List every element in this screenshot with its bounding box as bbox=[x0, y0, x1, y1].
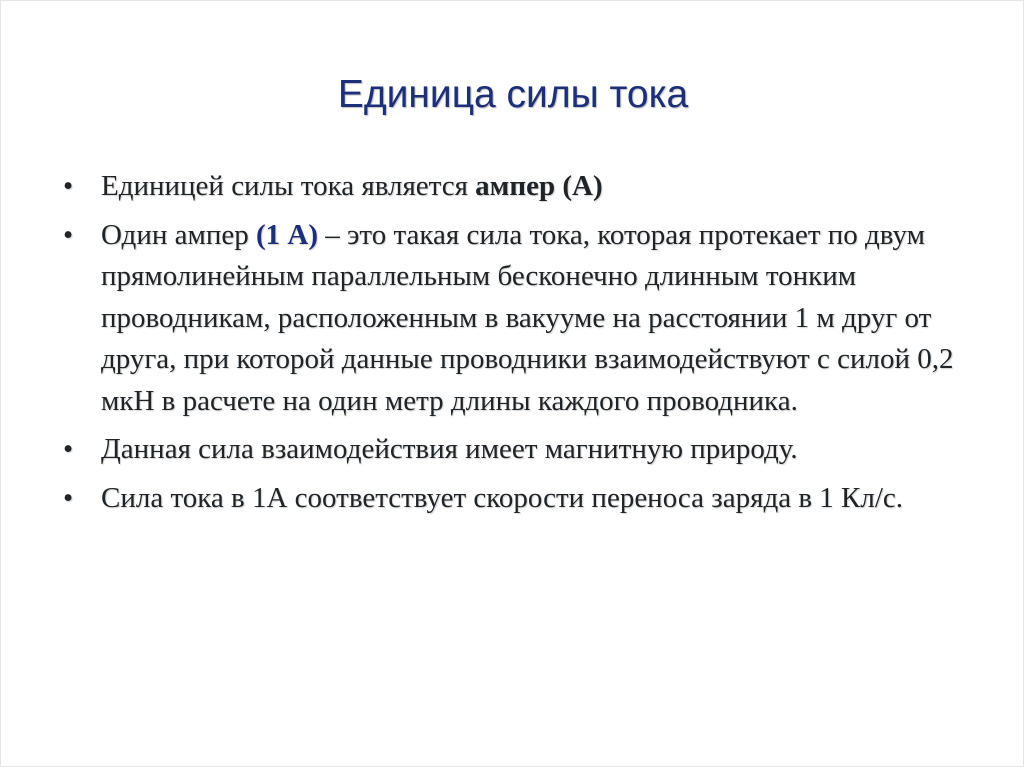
slide-title: Единица силы тока bbox=[337, 73, 689, 116]
bullet-item bbox=[63, 429, 973, 471]
bullet-list bbox=[63, 166, 973, 526]
bullet-dot-icon: • bbox=[63, 481, 74, 514]
bullet-dot-icon: • bbox=[63, 218, 74, 251]
bullet-text: Один ампер bbox=[101, 218, 256, 251]
bullet-text: Единицей силы тока является bbox=[101, 170, 476, 202]
bullet-dot-icon: • bbox=[63, 433, 74, 465]
bullet-dot-icon: • bbox=[63, 170, 74, 202]
bullet-text: – это такая сила тока, которая протекает по двум прямолинейным параллельным бесконечно длинным тонким проводникам, расположенным в вакууме на расстоянии 1 м друг от друга, при которой данные проводники взаимодействуют с силой 0,2 мкН в расчете на один метр длины каждого проводника. bbox=[101, 218, 954, 417]
bullet-item bbox=[63, 478, 973, 520]
bullet-text-highlight: (1 А) bbox=[255, 218, 318, 251]
bullet-text: Данная сила взаимодействия имеет магнитную природу. bbox=[101, 433, 798, 465]
bullet-item bbox=[63, 215, 973, 423]
bullet-text: Сила тока в 1А соответствует скорости переноса заряда в 1 Кл/с. bbox=[101, 481, 904, 514]
bullet-item bbox=[63, 166, 973, 208]
bullet-text-bold: ампер (А) bbox=[475, 170, 603, 202]
